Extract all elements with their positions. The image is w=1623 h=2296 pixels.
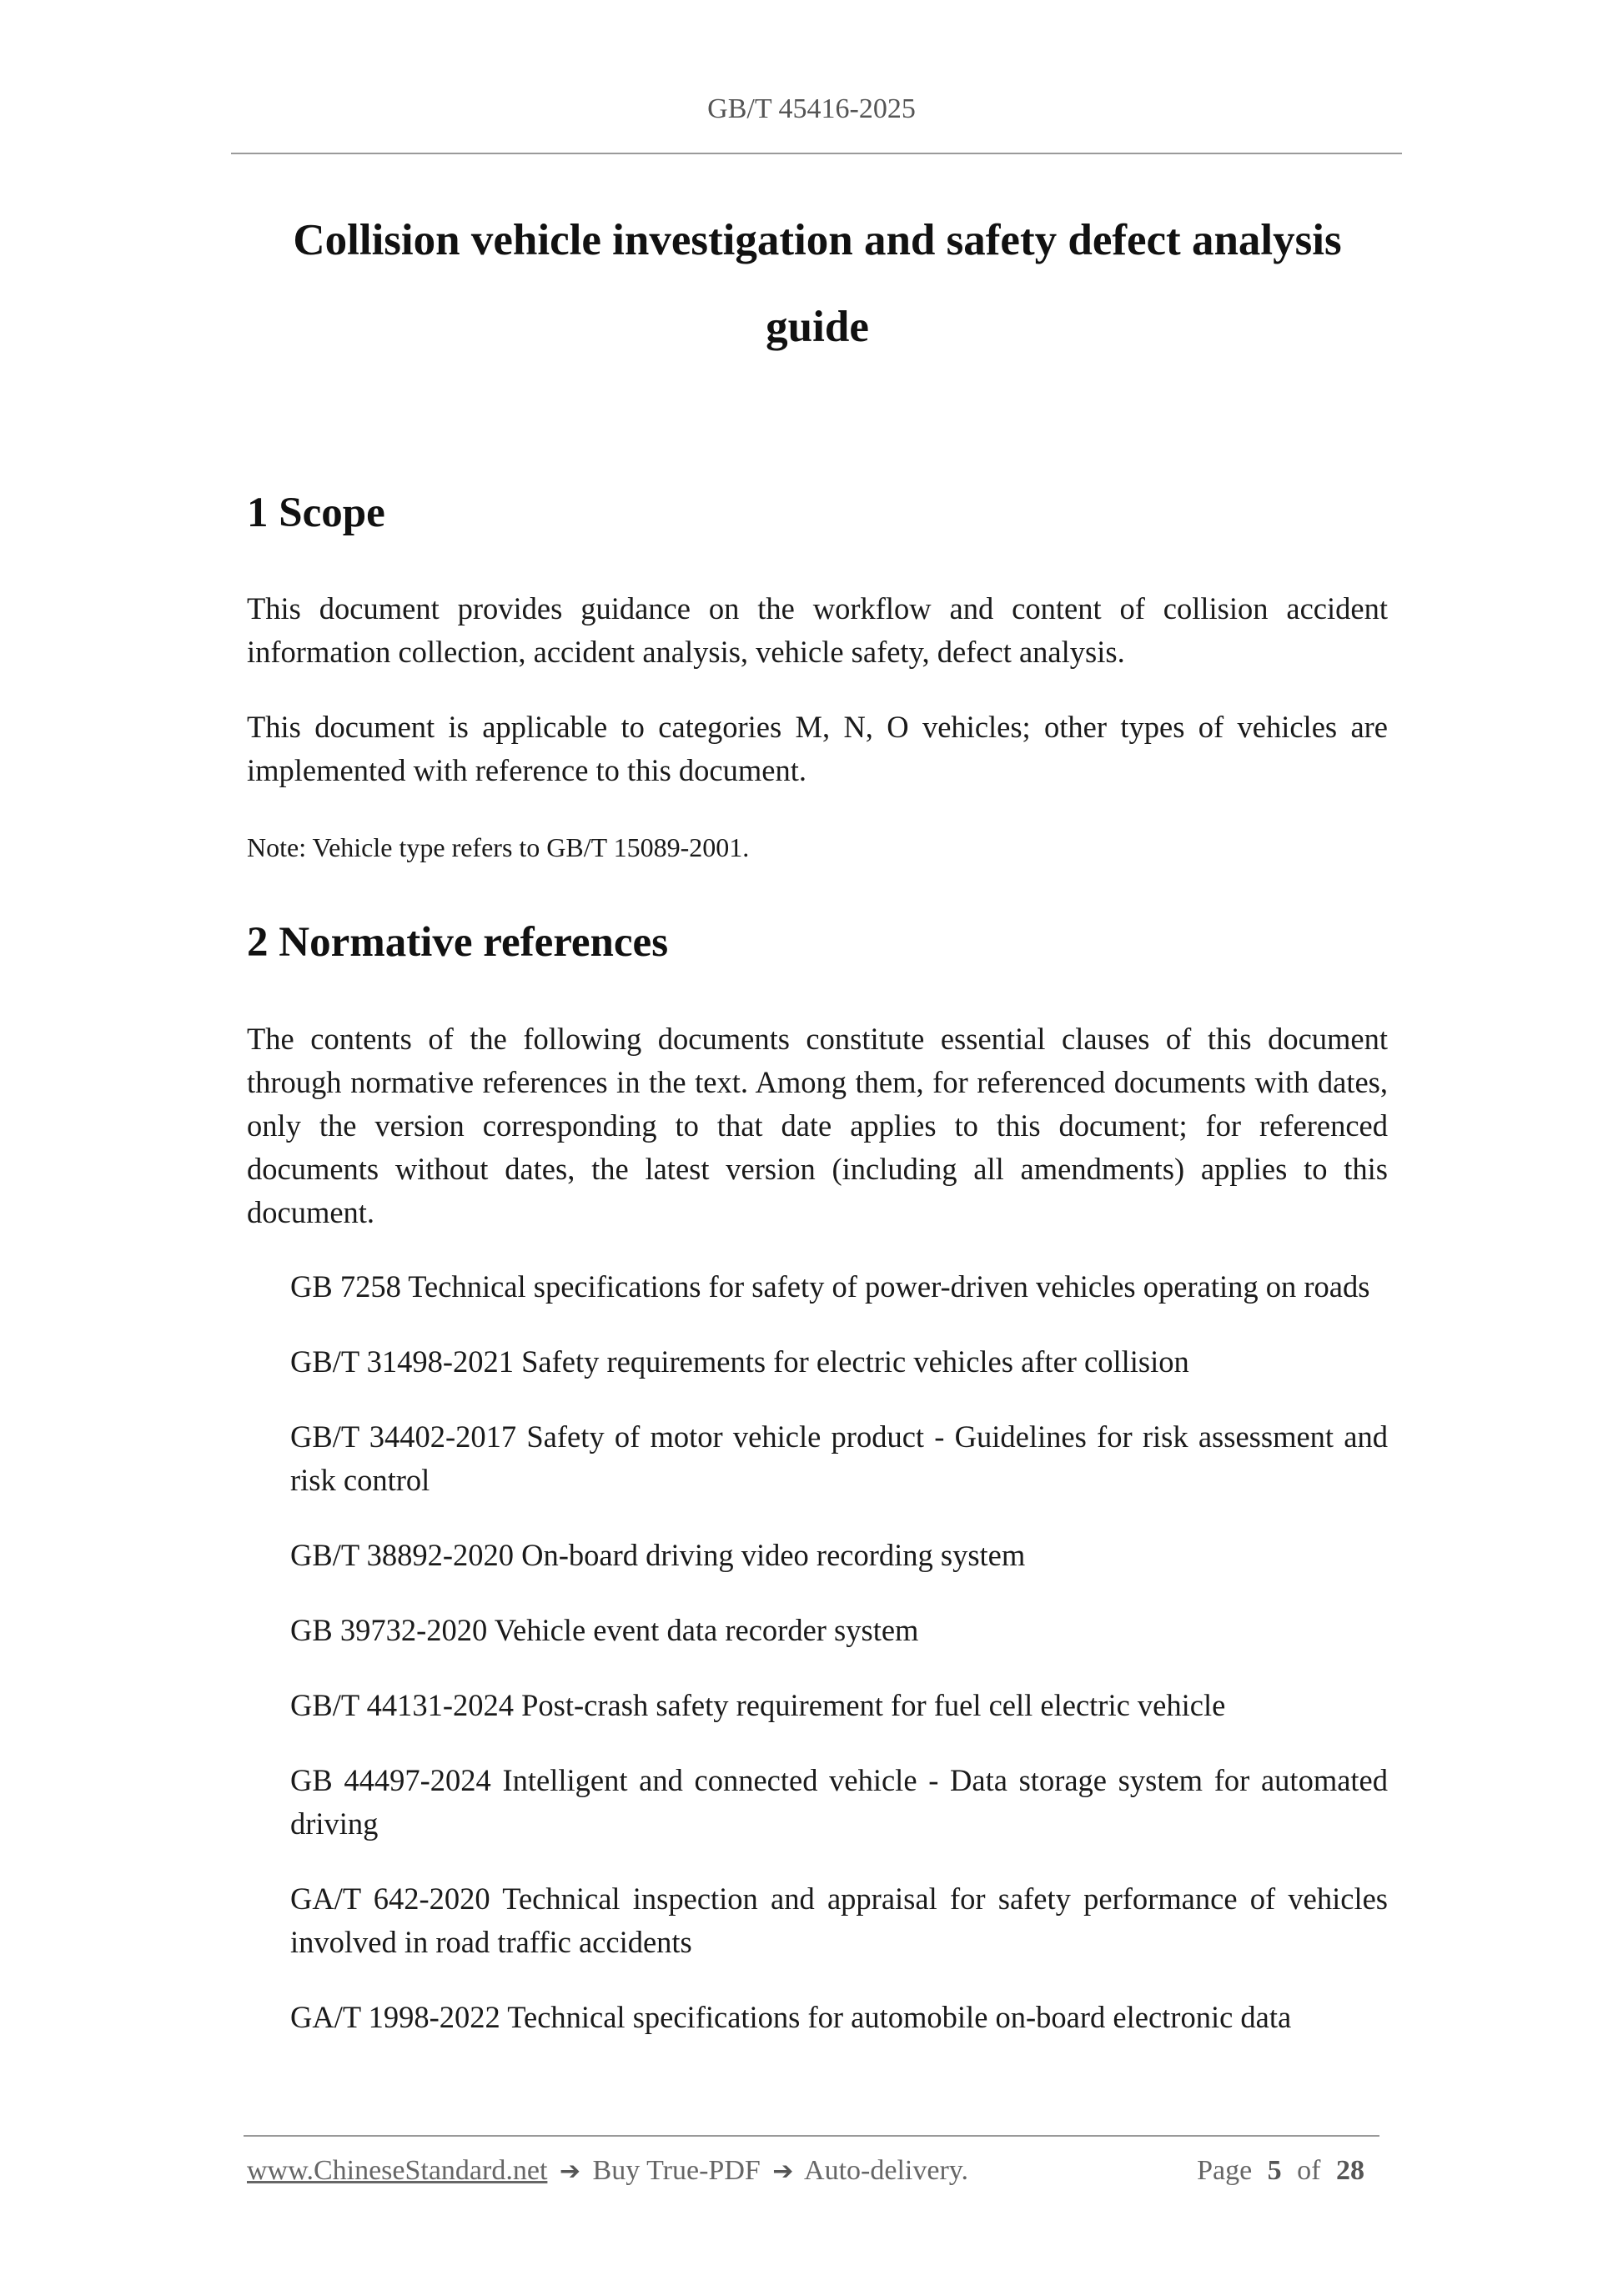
- normative-references-paragraph: The contents of the following documents constitute essential clauses of this document through normative references in the text. Among them, for referenced documents with dates, only the version corresponding to that date applies to this document; for referenced documents without dates, the latest version (including all amendments) applies to this document.: [247, 1022, 1388, 1229]
- reference-item: GB 7258 Technical specifications for safety of power-driven vehicles operating on roads: [290, 1269, 1370, 1304]
- scope-note: Note: Vehicle type refers to GB/T 15089-2001.: [247, 832, 750, 862]
- reference-item: GB/T 31498-2021 Safety requirements for electric vehicles after collision: [290, 1344, 1189, 1379]
- footer-site-link[interactable]: www.ChineseStandard.net: [247, 2155, 548, 2186]
- footer-delivery-text: Auto-delivery.: [804, 2155, 969, 2186]
- reference-item: GB 39732-2020 Vehicle event data recorder system: [290, 1613, 919, 1647]
- reference-item: GA/T 642-2020 Technical inspection and appraisal for safety performance of vehicles involved in road traffic accidents: [290, 1882, 1388, 1959]
- page-of: of: [1297, 2155, 1321, 2186]
- right-arrow-icon: ➔: [772, 2157, 794, 2186]
- reference-list: [290, 1265, 1388, 2071]
- header-divider: [231, 153, 1402, 154]
- page-current: 5: [1267, 2155, 1282, 2186]
- page-header-standard-id: GB/T 45416-2025: [707, 93, 916, 124]
- section-heading-normative-references: 2 Normative references: [247, 919, 669, 966]
- page-total: 28: [1336, 2155, 1364, 2186]
- scope-paragraph-1: This document provides guidance on the workflow and content of collision accident information collection, accident analysis, vehicle safety, defect analysis.: [247, 591, 1388, 669]
- reference-item: GB/T 34402-2017 Safety of motor vehicle product - Guidelines for risk assessment and risk control: [290, 1419, 1388, 1497]
- section-heading-scope: 1 Scope: [247, 490, 385, 536]
- reference-item: GB/T 38892-2020 On-board driving video recording system: [290, 1538, 1026, 1572]
- reference-item: GB/T 44131-2024 Post-crash safety requirement for fuel cell electric vehicle: [290, 1688, 1226, 1722]
- document-title: Collision vehicle investigation and safety defect analysis guide: [293, 216, 1342, 351]
- scope-paragraph-2: This document is applicable to categories M, N, O vehicles; other types of vehicles are implemented with reference to this document.: [247, 710, 1388, 787]
- reference-item: GB 44497-2024 Intelligent and connected vehicle - Data storage system for automated driving: [290, 1763, 1388, 1841]
- footer-buy-text: Buy True-PDF: [592, 2155, 761, 2186]
- right-arrow-icon: ➔: [559, 2157, 581, 2186]
- reference-item: GA/T 1998-2022 Technical specifications for automobile on-board electronic data: [290, 2000, 1292, 2034]
- page-number: [1197, 2155, 1373, 2187]
- footer-divider: [244, 2135, 1379, 2137]
- page-label: Page: [1197, 2155, 1253, 2186]
- footer-promo: [247, 2155, 968, 2187]
